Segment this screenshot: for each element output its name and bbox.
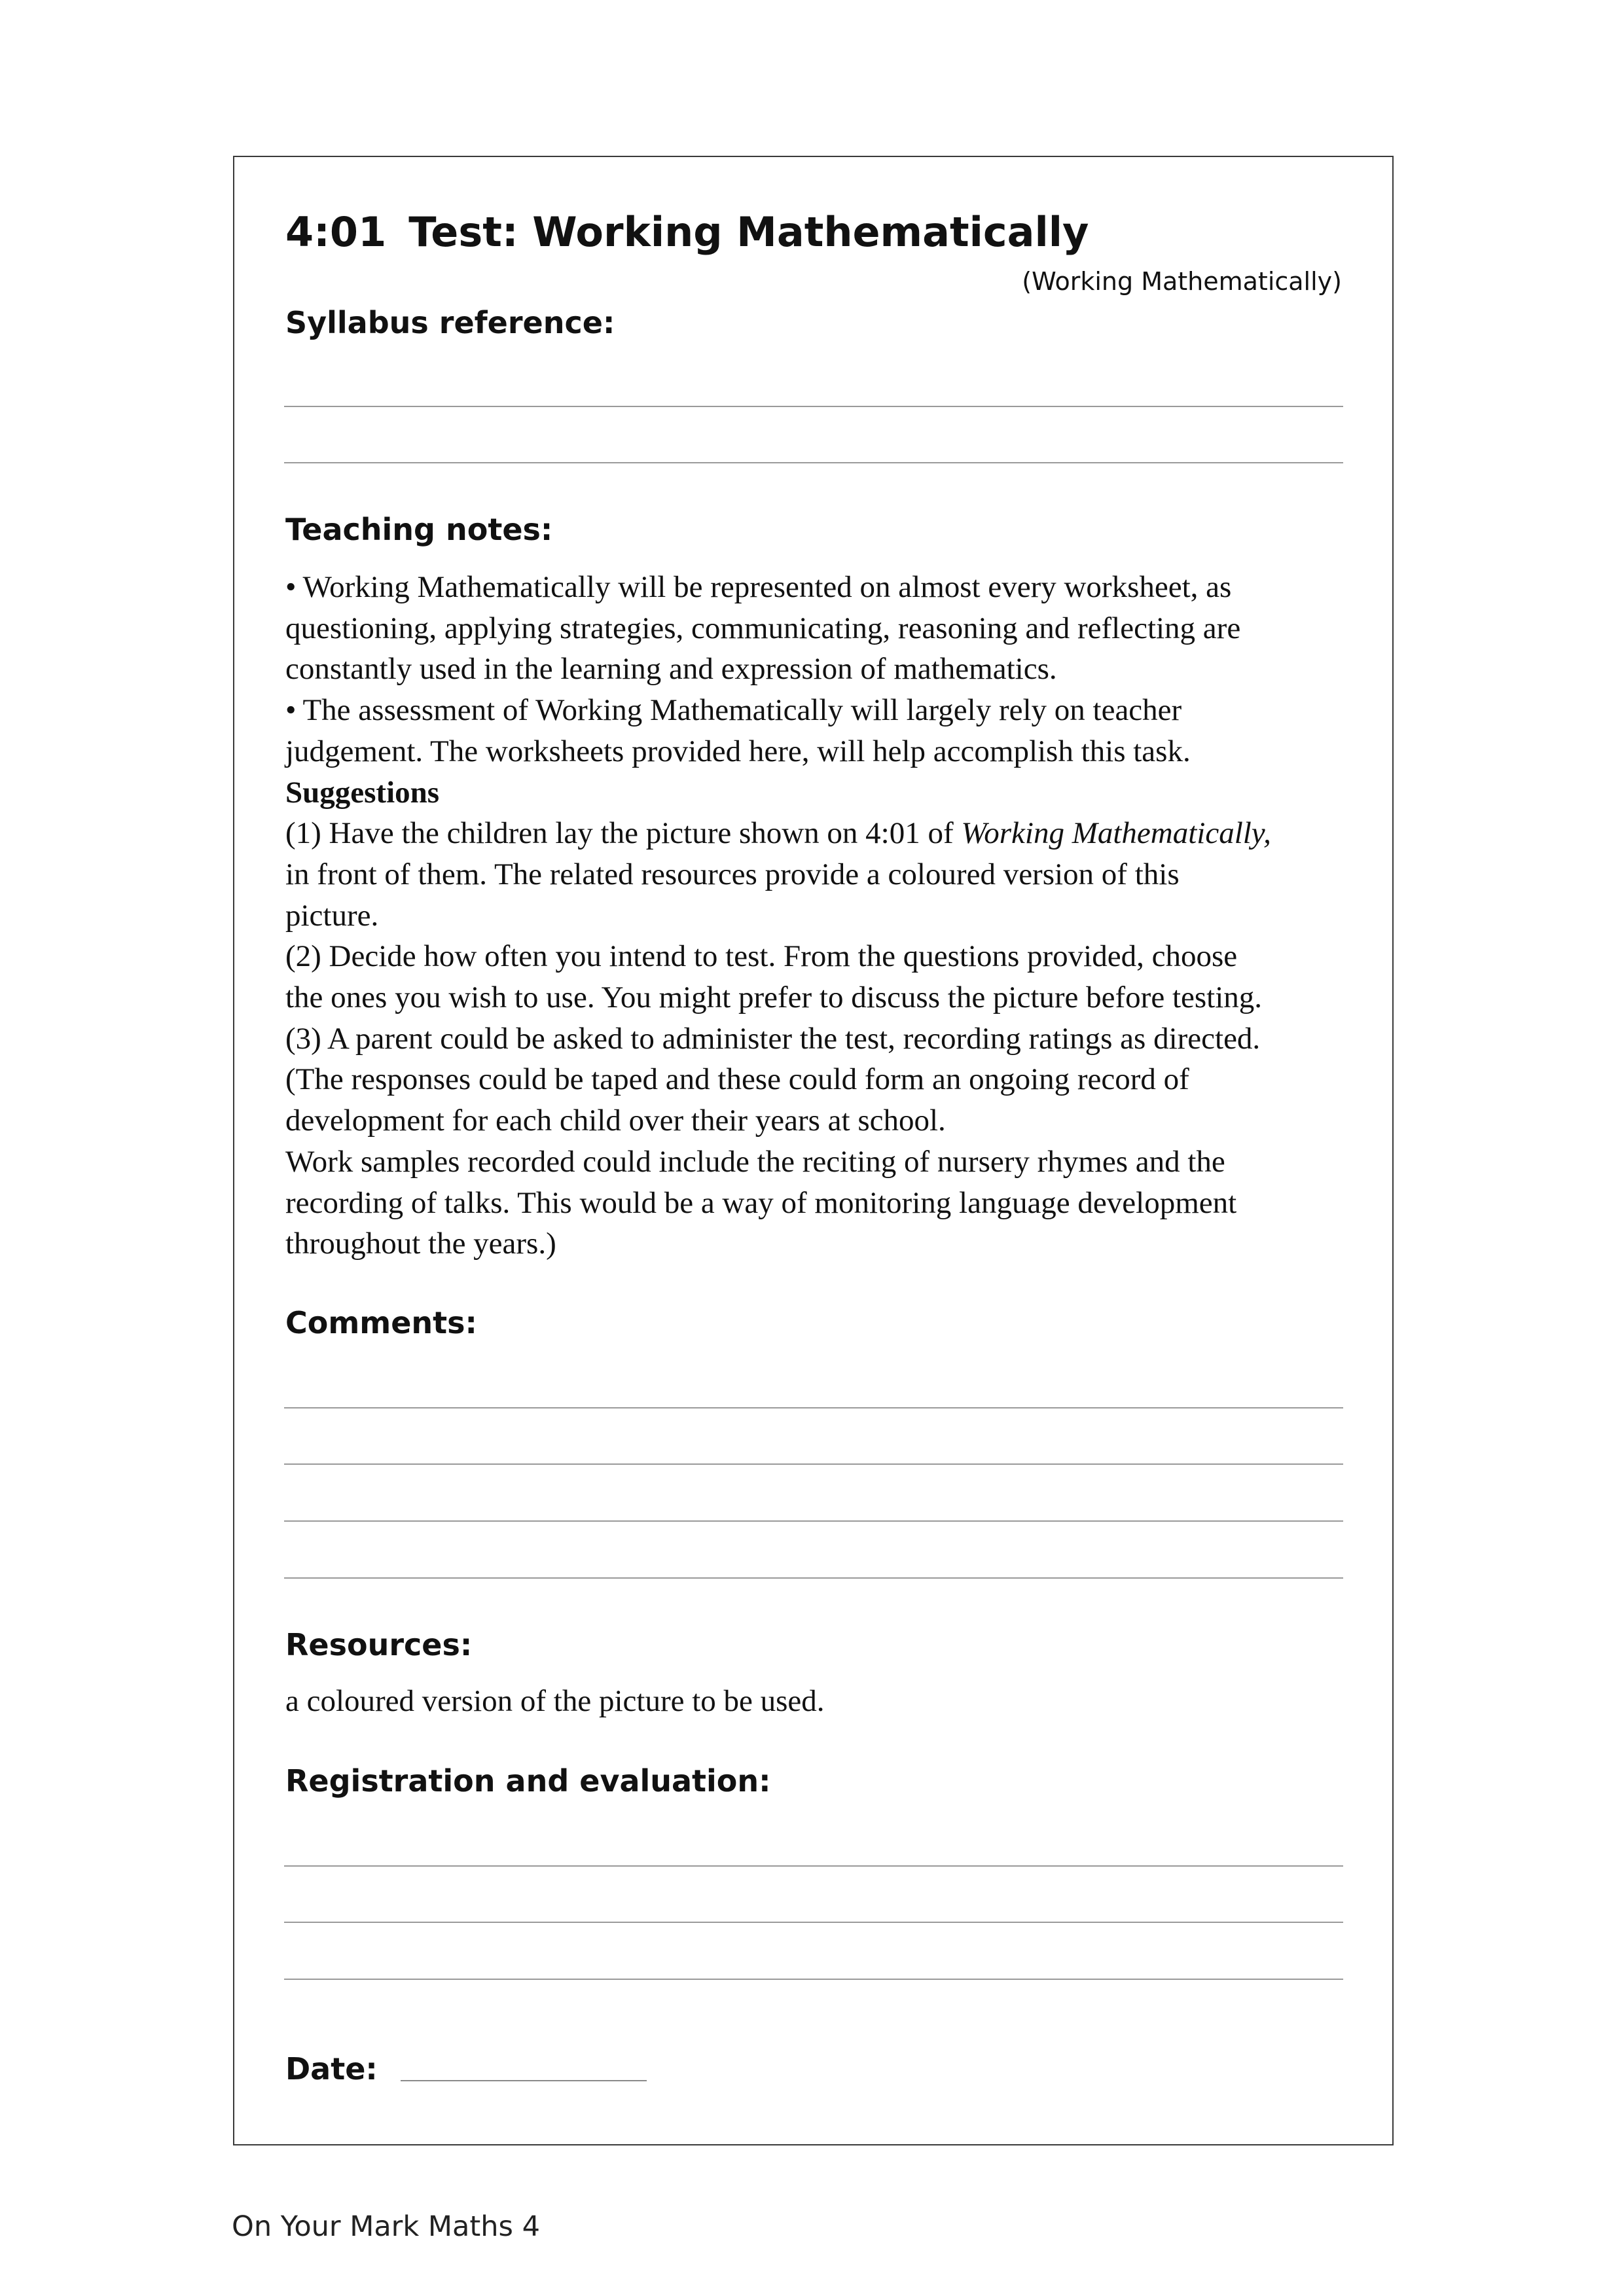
registration-writing-line xyxy=(284,1922,1343,1923)
teaching-notes-body xyxy=(285,567,1359,1265)
notes-line: • The assessment of Working Mathematically will largely rely on teacher xyxy=(285,693,1182,728)
resources-text: a coloured version of the picture to be used. xyxy=(285,1684,825,1718)
comments-writing-line xyxy=(284,1407,1343,1408)
worksheet-title: Test: Working Mathematically xyxy=(408,208,1089,256)
suggestion-line: development for each child over their years at school. xyxy=(285,1103,946,1138)
suggestion-line: the ones you wish to use. You might prefer to discuss the picture before testing. xyxy=(285,980,1263,1015)
suggestion-line: (3) A parent could be asked to administer the test, recording ratings as directed. xyxy=(285,1021,1261,1056)
notes-line: judgement. The worksheets provided here, will help accomplish this task. xyxy=(285,734,1191,768)
bullet-glyph: • xyxy=(285,693,297,728)
bullet-glyph: • xyxy=(285,570,297,604)
syllabus-writing-line xyxy=(284,406,1343,407)
suggestion-line: (2) Decide how often you intend to test. From the questions provided, choose xyxy=(285,939,1238,974)
notes-line: • Working Mathematically will be represented on almost every worksheet, as xyxy=(285,570,1232,604)
worksheet-number: 4:01 xyxy=(285,208,387,256)
comments-writing-line xyxy=(284,1577,1343,1579)
date-label: Date: xyxy=(285,2051,378,2087)
syllabus-writing-line xyxy=(284,462,1343,463)
strand-reference: (Working Mathematically) xyxy=(1022,267,1342,296)
registration-heading: Registration and evaluation: xyxy=(285,1763,771,1799)
teaching-notes-heading: Teaching notes: xyxy=(285,512,553,547)
footer-book-title: On Your Mark Maths 4 xyxy=(232,2210,540,2243)
comments-writing-line xyxy=(284,1520,1343,1522)
suggestion-line: (The responses could be taped and these could form an ongoing record of xyxy=(285,1062,1189,1097)
suggestion-line: Work samples recorded could include the reciting of nursery rhymes and the xyxy=(285,1144,1225,1179)
suggestion-line: picture. xyxy=(285,898,379,933)
notes-line: constantly used in the learning and expression of mathematics. xyxy=(285,652,1057,687)
syllabus-reference-heading: Syllabus reference: xyxy=(285,305,615,340)
page-title xyxy=(285,208,1089,256)
notes-line: questioning, applying strategies, communicating, reasoning and reflecting are xyxy=(285,611,1241,645)
book-title: Working Mathematically, xyxy=(961,816,1271,851)
comments-writing-line xyxy=(284,1463,1343,1465)
registration-writing-line xyxy=(284,1865,1343,1867)
suggestion-line: recording of talks. This would be a way of monitoring language development xyxy=(285,1185,1237,1220)
suggestion-line: (1) Have the children lay the picture shown on 4:01 of Working Mathematically, xyxy=(285,816,1271,851)
suggestions-heading: Suggestions xyxy=(285,775,440,810)
suggestion-line: throughout the years.) xyxy=(285,1227,556,1261)
registration-writing-line xyxy=(284,1979,1343,1980)
suggestion-line: in front of them. The related resources provide a coloured version of this xyxy=(285,857,1180,891)
resources-heading: Resources: xyxy=(285,1627,473,1662)
comments-heading: Comments: xyxy=(285,1305,477,1340)
date-writing-line xyxy=(401,2080,647,2081)
